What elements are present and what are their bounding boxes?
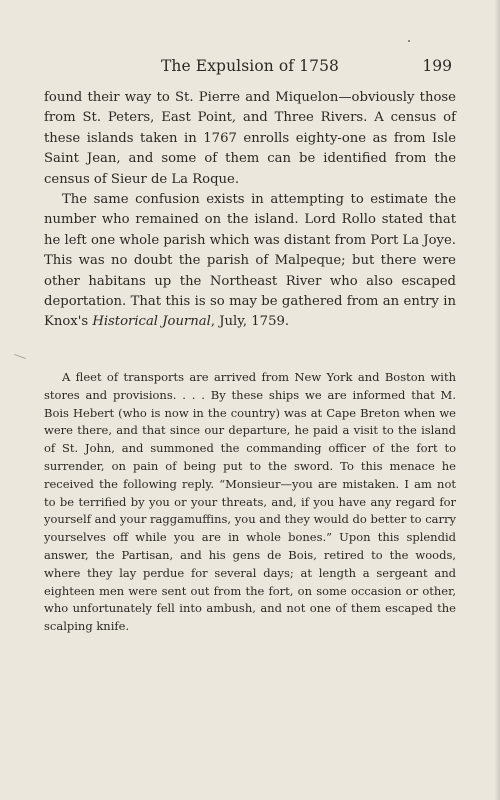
page-number: 199 bbox=[422, 57, 452, 75]
running-title: The Expulsion of 1758 bbox=[160, 57, 340, 75]
journal-title: Historical Journal bbox=[92, 314, 211, 330]
paragraph-text: The same confusion exists in attempting to estimate the number who remained on the island. Lord Rollo stated that he left one whole parish which was distant from Port La Joye. This was no doubt the parish of Malpeque; but there were other habitans up the Northeast River who also escaped deportation. That this is so may be gathered from an entry in Knox's bbox=[44, 192, 456, 330]
paragraph-continued: found their way to St. Pierre and Miquelon—obviously those from St. Peters, East Point, and Three Rivers. A census of these islands taken in 1767 enrolls eighty-one as from Isle Saint Jean, and some of them can be identified from the census of Sieur de La Roque. bbox=[44, 90, 456, 187]
page-mark bbox=[14, 354, 26, 359]
page-speck bbox=[408, 40, 410, 42]
running-head bbox=[44, 57, 456, 83]
block-quote: A fleet of transports are arrived from New York and Boston with stores and provisions. . . . By these ships we are informed that M. Bois Hebert (who is now in the country) was at Cape Breton when we were there, and that since our departure, he paid a visit to the island of St. John, and summoned the commanding officer of the fort to surrender, on pain of being put to the sword. To this menace he received the following reply. “Monsieur—you are mistaken. I am not to be terrified by you or your threats, and, if you have any regard for yourself and your raggamuffins, you and they would do better to carry yourselves off while you are in whole bones.” Upon this splendid answer, the Partisan, and his gens de Bois, retired to the woods, where they lay perdue for several days; at length a sergeant and eighteen men were sent out from the fort, on some occasion or other, who unfortunately fell into ambush, and not one of them escaped the scalping knife. bbox=[44, 370, 456, 634]
paragraph-text-end: , July, 1759. bbox=[210, 314, 290, 330]
body-text bbox=[44, 88, 456, 333]
paragraph-confusion bbox=[44, 190, 456, 333]
